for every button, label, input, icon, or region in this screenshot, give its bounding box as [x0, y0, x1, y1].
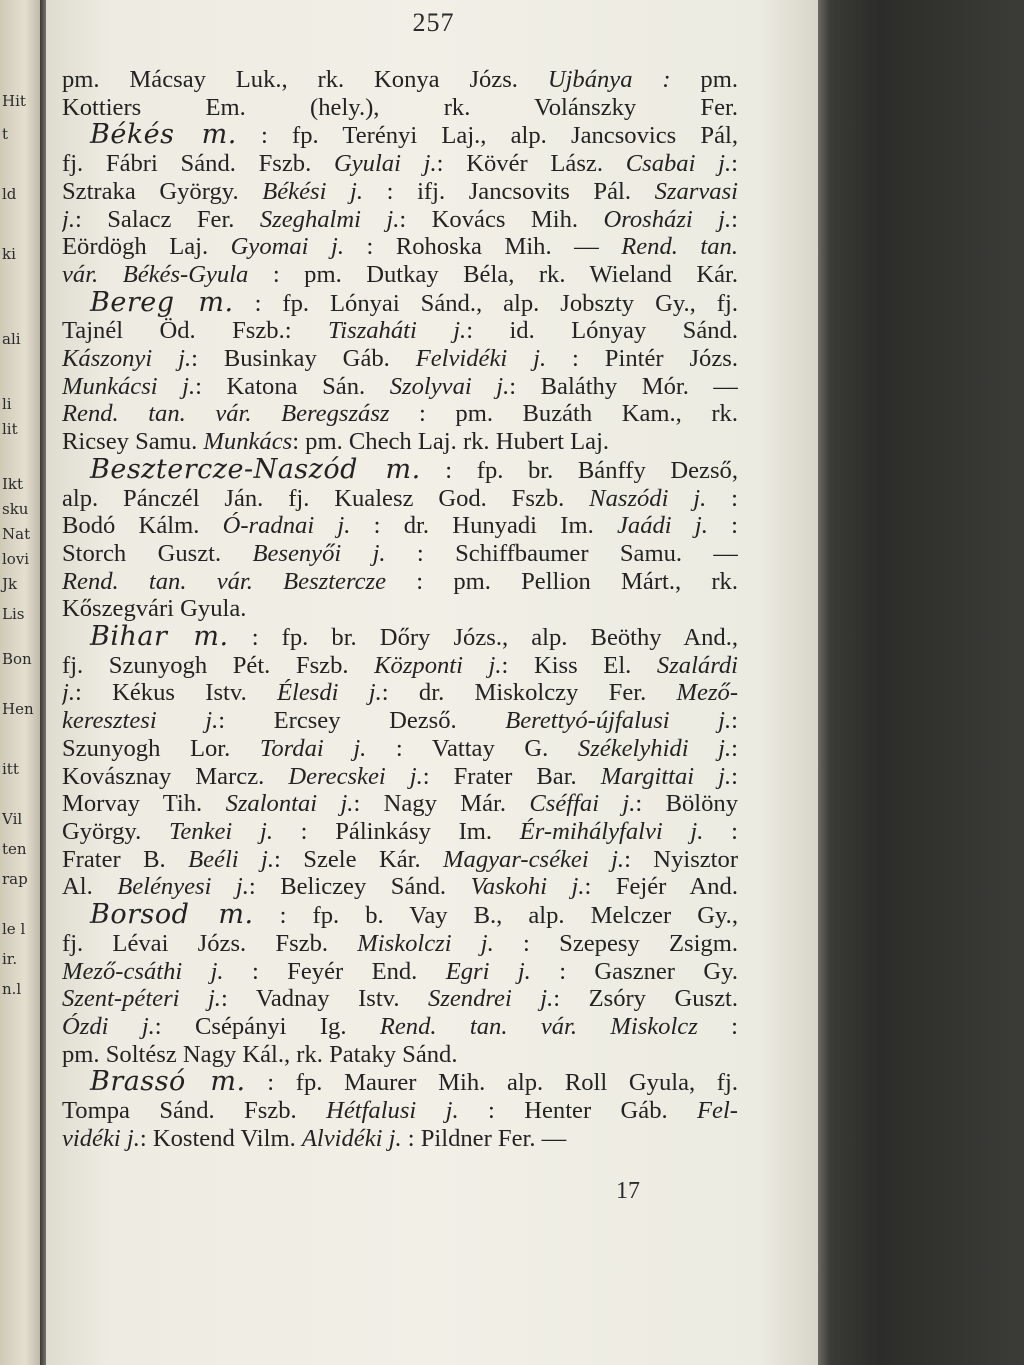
italic-segment: Naszódi j. [589, 484, 707, 512]
text-segment: Bodó Kálm. [62, 512, 223, 540]
facing-page-fragment: itt [2, 760, 19, 778]
italic-segment: Mező-csáthi j. [62, 957, 224, 985]
county-heading: Borsod m. [90, 901, 254, 930]
italic-segment: Felvidéki j. [415, 345, 547, 373]
text-segment: : Kostend Vilm. [139, 1124, 302, 1152]
italic-segment: Ózdi j. [62, 1012, 155, 1040]
text-segment: Kovásznay Marcz. [62, 762, 289, 790]
text-segment: : Bölöny [635, 790, 738, 818]
italic-segment: Hétfalusi j. [326, 1097, 459, 1125]
text-segment: : Vattay G. [366, 734, 578, 762]
text-segment: Tompa Sánd. Fszb. [62, 1097, 327, 1125]
facing-page-fragment: Hen [2, 700, 34, 718]
text-segment: pm. Mácsay Luk., rk. Konya Józs. [62, 66, 548, 93]
text-segment: : Csépányi Ig. [154, 1012, 380, 1040]
italic-segment: j. [62, 679, 75, 707]
italic-segment: Ó-radnai j. [222, 512, 351, 540]
text-segment: : id. Lónyay Sánd. [466, 317, 738, 345]
text-segment: : Kövér Lász. [436, 150, 626, 178]
italic-segment: Rend. tan. vár. Miskolcz [379, 1012, 698, 1040]
text-line [62, 679, 738, 707]
italic-segment: Csabai j. [625, 150, 732, 178]
text-segment: : Ercsey Dezső. [218, 707, 506, 735]
italic-segment: keresztesi j. [62, 707, 219, 735]
text-segment: : Zsóry Guszt. [553, 985, 738, 1013]
facing-page-fragment: sku [2, 500, 29, 518]
text-line [62, 595, 738, 623]
facing-page-fragment: Hit [2, 92, 26, 110]
text-segment: : pm. Pellion Márt., rk. [386, 567, 738, 595]
text-segment: : Szele Kár. [274, 845, 444, 873]
facing-page-fragment: ki [2, 245, 16, 263]
text-segment: fj. Fábri Sánd. Fszb. [62, 150, 334, 178]
text-segment: : [707, 512, 738, 540]
italic-segment: Vaskohi j. [470, 873, 585, 901]
text-line [62, 623, 738, 652]
italic-segment: Egri j. [445, 957, 531, 985]
italic-segment: Rend. tan. vár. Besztercze [62, 567, 387, 595]
italic-segment: Mező- [676, 679, 738, 707]
italic-segment: Élesdi j. [277, 679, 382, 707]
text-line [62, 512, 738, 540]
text-segment: Kőszegvári Gyula. [62, 595, 247, 623]
county-heading: Békés m. [90, 121, 237, 151]
text-segment: Szunyogh Lor. [62, 734, 260, 762]
text-segment: Frater B. [62, 845, 189, 873]
italic-segment: Alvidéki j. [301, 1124, 402, 1152]
text-segment: : [731, 205, 738, 233]
text-segment: : [731, 734, 738, 762]
text-line [62, 345, 738, 373]
text-segment: Al. [62, 873, 118, 901]
text-segment: : Kovács Mih. [399, 205, 604, 233]
italic-segment: Gyomai j. [230, 233, 344, 261]
dark-background [818, 0, 1024, 1365]
text-segment: : Katona Sán. [195, 372, 390, 400]
text-segment: : Henter Gáb. [458, 1097, 698, 1125]
italic-segment: Orosházi j. [603, 205, 732, 233]
italic-segment: Derecskei j. [288, 762, 423, 790]
facing-page-fragment: ten [2, 840, 27, 858]
italic-segment: Gyulai j. [333, 150, 437, 178]
italic-segment: vár. Békés-Gyula [62, 260, 249, 288]
text-line [62, 400, 738, 428]
italic-segment: Miskolczi j. [357, 929, 494, 957]
text-segment: : [706, 484, 738, 512]
text-line [62, 178, 738, 206]
text-line [62, 150, 738, 178]
text-segment: : Schiffbaumer Samu. — [385, 539, 738, 567]
italic-segment: Berettyó-újfalusi j. [505, 707, 732, 735]
text-line [62, 1097, 738, 1125]
text-line [62, 94, 738, 122]
text-line [62, 985, 738, 1013]
facing-page-fragment: Jk [2, 575, 18, 593]
text-segment: : Pildner Fer. — [401, 1124, 567, 1152]
text-line [62, 652, 738, 680]
italic-segment: vidéki j. [62, 1124, 140, 1152]
text-line [62, 261, 738, 289]
italic-segment: Ujbánya : [547, 66, 671, 93]
text-line [62, 540, 738, 568]
text-line [62, 735, 738, 763]
italic-segment: Beéli j. [188, 845, 275, 873]
text-line [62, 233, 738, 261]
signature-mark: 17 [616, 1178, 640, 1204]
text-line [62, 121, 738, 150]
italic-segment: Munkácsi j. [62, 372, 196, 400]
text-segment: Ricsey Samu. [62, 428, 204, 456]
text-line [62, 958, 738, 986]
text-segment: György. [62, 817, 169, 845]
text-segment: fj. Szunyogh Pét. Fszb. [62, 651, 375, 679]
text-segment: Eördögh Laj. [62, 233, 231, 261]
county-heading: Bereg m. [90, 288, 234, 318]
facing-page-edge [0, 0, 42, 1365]
text-segment: : [731, 762, 738, 790]
italic-segment: Besenyői j. [252, 539, 386, 567]
italic-segment: Belényesi j. [117, 873, 249, 901]
facing-page-fragment: rap [2, 870, 28, 888]
facing-page-fragment: Ikt [2, 475, 24, 493]
italic-segment: Munkács [203, 428, 293, 456]
text-segment: fj. Lévai Józs. Fszb. [62, 929, 358, 957]
text-line [62, 568, 738, 596]
text-segment: : Vadnay Istv. [220, 985, 429, 1013]
text-segment: : Nagy Már. [353, 790, 530, 818]
text-segment: : fp. br. Bánffy Dezső, [420, 456, 738, 484]
text-segment: : Kiss El. [501, 651, 657, 679]
italic-segment: Békési j. [262, 177, 364, 205]
italic-segment: Szeghalmi j. [259, 205, 400, 233]
book-page [46, 0, 821, 1365]
text-line [62, 1125, 738, 1153]
text-segment: : pm. Buzáth Kam., rk. [389, 400, 738, 428]
italic-segment: Rend. tan. [621, 233, 738, 261]
county-heading: Besztercze-Naszód m. [90, 455, 421, 485]
text-segment: : [697, 1012, 738, 1040]
text-segment: : fp. Terényi Laj., alp. Jancsovics Pál, [236, 122, 738, 150]
text-segment: : pm. Dutkay Béla, rk. Wieland Kár. [248, 260, 738, 288]
italic-segment: Központi j. [374, 651, 502, 679]
italic-segment: Szendrei j. [428, 985, 554, 1013]
italic-segment: Cséffai j. [529, 790, 636, 818]
text-line [62, 485, 738, 513]
italic-segment: Margittai j. [600, 762, 732, 790]
text-segment: : fp. Maurer Mih. alp. Roll Gyula, fj. [245, 1069, 738, 1097]
facing-page-fragment: t [2, 125, 9, 143]
text-segment: : fp. b. Vay B., alp. Melczer Gy., [253, 902, 738, 930]
text-segment: : Pintér Józs. [546, 345, 738, 373]
italic-segment: j. [62, 205, 75, 233]
page-number: 257 [412, 8, 455, 37]
text-segment: : Fejér And. [584, 873, 738, 901]
text-segment: : Baláthy Mór. — [509, 372, 738, 400]
page-body [62, 66, 738, 1152]
text-segment: Storch Guszt. [62, 539, 253, 567]
text-line [62, 1068, 738, 1097]
text-line [62, 1013, 738, 1041]
text-line [62, 818, 738, 846]
text-line [62, 317, 738, 345]
text-line [62, 456, 738, 485]
facing-page-fragment: Vil [2, 810, 23, 828]
text-segment: : Salacz Fer. [74, 205, 260, 233]
text-line [62, 289, 738, 318]
facing-page-fragment: lit [2, 420, 18, 438]
italic-segment: Ér-mihályfalvi j. [519, 817, 704, 845]
italic-segment: Szent-péteri j. [62, 985, 221, 1013]
facing-page-fragment: ld [2, 185, 17, 203]
text-segment: : Frater Bar. [422, 762, 601, 790]
text-segment: : Pálinkásy Im. [272, 817, 520, 845]
text-line [62, 873, 738, 901]
text-line [62, 901, 738, 930]
text-segment: : dr. Miskolczy Fer. [381, 679, 677, 707]
italic-segment: Magyar-csékei j. [443, 845, 625, 873]
text-line [62, 373, 738, 401]
text-segment: : Kékus Istv. [74, 679, 278, 707]
italic-segment: Tiszaháti j. [327, 317, 467, 345]
italic-segment: Szalárdi [656, 651, 738, 679]
facing-page-fragment: lovi [2, 550, 30, 568]
facing-page-fragment: ali [2, 330, 21, 348]
text-segment: : fp. br. Dőry Józs., alp. Beöthy And., [228, 624, 738, 652]
text-segment: pm. [670, 66, 738, 93]
text-segment: : [731, 150, 738, 178]
text-segment: : [731, 707, 738, 735]
italic-segment: Szalontai j. [225, 790, 354, 818]
text-segment: : Rohoska Mih. — [344, 233, 622, 261]
italic-segment: Kászonyi j. [62, 345, 192, 373]
text-segment: : Beliczey Sánd. [248, 873, 471, 901]
text-segment: Sztraka György. [62, 177, 263, 205]
text-line [62, 206, 738, 234]
italic-segment: Rend. tan. vár. Beregszász [62, 400, 390, 428]
text-segment: : fp. Lónyai Sánd., alp. Jobszty Gy., fj. [233, 289, 738, 317]
facing-page-fragment: le l [2, 920, 26, 938]
facing-page-fragment: Bon [2, 650, 32, 668]
text-line [62, 930, 738, 958]
text-segment: : Businkay Gáb. [191, 345, 416, 373]
text-segment: : Nyisztor [624, 845, 738, 873]
text-line [62, 707, 738, 735]
text-segment: : dr. Hunyadi Im. [350, 512, 617, 540]
italic-segment: Fel- [697, 1097, 738, 1125]
italic-segment: Tenkei j. [168, 817, 273, 845]
text-line [62, 846, 738, 874]
text-segment: pm. Soltész Nagy Kál., rk. Pataky Sánd. [62, 1040, 458, 1068]
text-segment: : pm. Chech Laj. rk. Hubert Laj. [292, 428, 610, 456]
text-segment: : [703, 817, 738, 845]
text-line [62, 66, 738, 94]
facing-page-fragment: ir. [2, 950, 18, 968]
facing-page-fragment: n.l [2, 980, 22, 998]
text-segment: alp. Pánczél Ján. fj. Kualesz God. Fszb. [62, 484, 590, 512]
county-heading: Brassó m. [90, 1068, 246, 1098]
text-segment: : Szepesy Zsigm. [493, 929, 738, 957]
italic-segment: Szarvasi [654, 177, 738, 205]
facing-page-fragment: Nat [2, 525, 31, 543]
text-line [62, 428, 738, 456]
text-segment: Morvay Tih. [62, 790, 226, 818]
text-segment: : ifj. Jancsovits Pál. [363, 177, 655, 205]
text-segment: Tajnél Öd. Fszb.: [62, 317, 328, 345]
county-heading: Bihar m. [90, 623, 229, 652]
italic-segment: Jaádi j. [617, 512, 708, 540]
text-line [62, 790, 738, 818]
italic-segment: Tordai j. [259, 734, 367, 762]
text-line [62, 1041, 738, 1069]
italic-segment: Székelyhidi j. [577, 734, 732, 762]
text-line [62, 763, 738, 791]
facing-page-fragment: Lis [2, 605, 25, 623]
text-segment: Kottiers Em. (hely.), rk. Volánszky Fer. [62, 93, 738, 121]
text-segment: : Gaszner Gy. [530, 957, 738, 985]
italic-segment: Szolyvai j. [389, 372, 510, 400]
facing-page-fragment: li [2, 395, 12, 413]
text-segment: : Feyér End. [223, 957, 446, 985]
